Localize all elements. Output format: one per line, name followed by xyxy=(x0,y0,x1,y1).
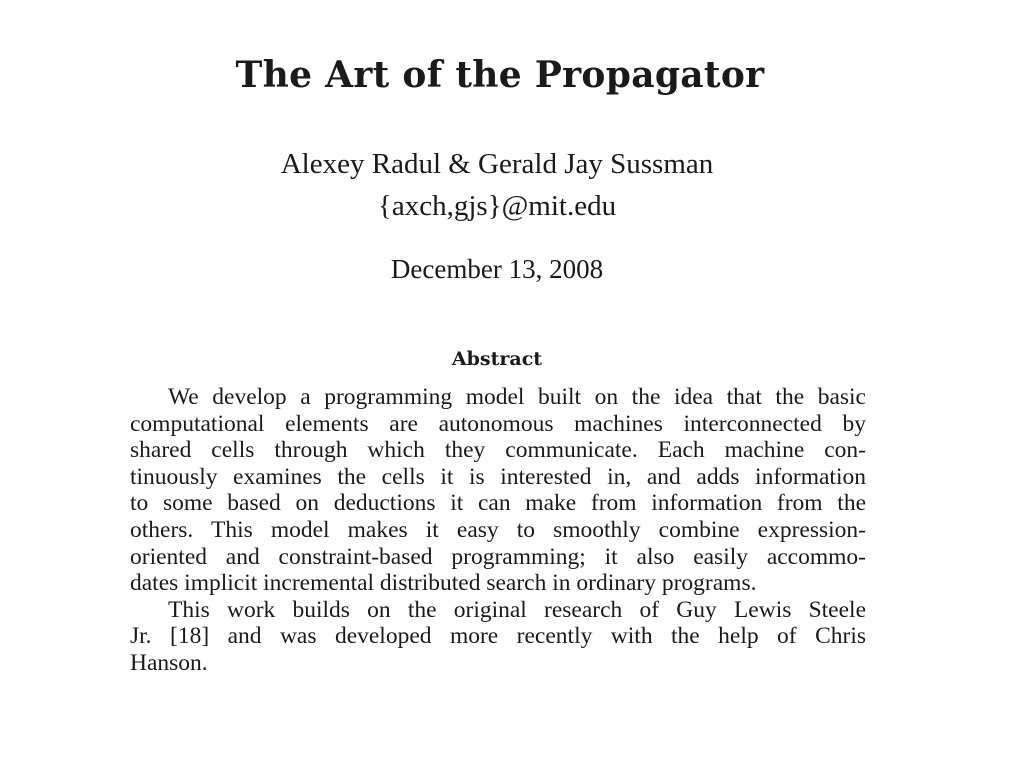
abstract-line: computational elements are autonomous machines interconnected by xyxy=(130,410,866,437)
abstract-line: We develop a programming model built on the idea that the basic xyxy=(168,384,866,410)
paper-title: The Art of the Propagator xyxy=(235,54,765,96)
abstract-line: This work builds on the original research of Guy Lewis Steele xyxy=(168,596,866,623)
abstract-body xyxy=(130,384,866,677)
abstract-line: dates implicit incremental distributed search in ordinary programs. xyxy=(130,570,757,597)
author-emails: {axch,gjs}@mit.edu xyxy=(377,190,617,222)
abstract-line: shared cells through which they communicate. Each machine con- xyxy=(130,437,866,464)
paper-authors: Alexey Radul & Gerald Jay Sussman xyxy=(280,148,714,180)
abstract-heading: Abstract xyxy=(451,348,543,370)
abstract-line: Jr. [18] and was developed more recently with the help of Chris xyxy=(130,623,866,650)
abstract-line: to some based on deductions it can make from information from the xyxy=(130,490,866,517)
abstract-line: oriented and constraint-based programming; it also easily accommo- xyxy=(130,543,866,570)
abstract-line: others. This model makes it easy to smoothly combine expression- xyxy=(130,516,866,543)
paper-date: December 13, 2008 xyxy=(390,254,604,284)
abstract-line: tinuously examines the cells it is interested in, and adds information xyxy=(130,463,866,490)
abstract-line: Hanson. xyxy=(130,649,208,676)
